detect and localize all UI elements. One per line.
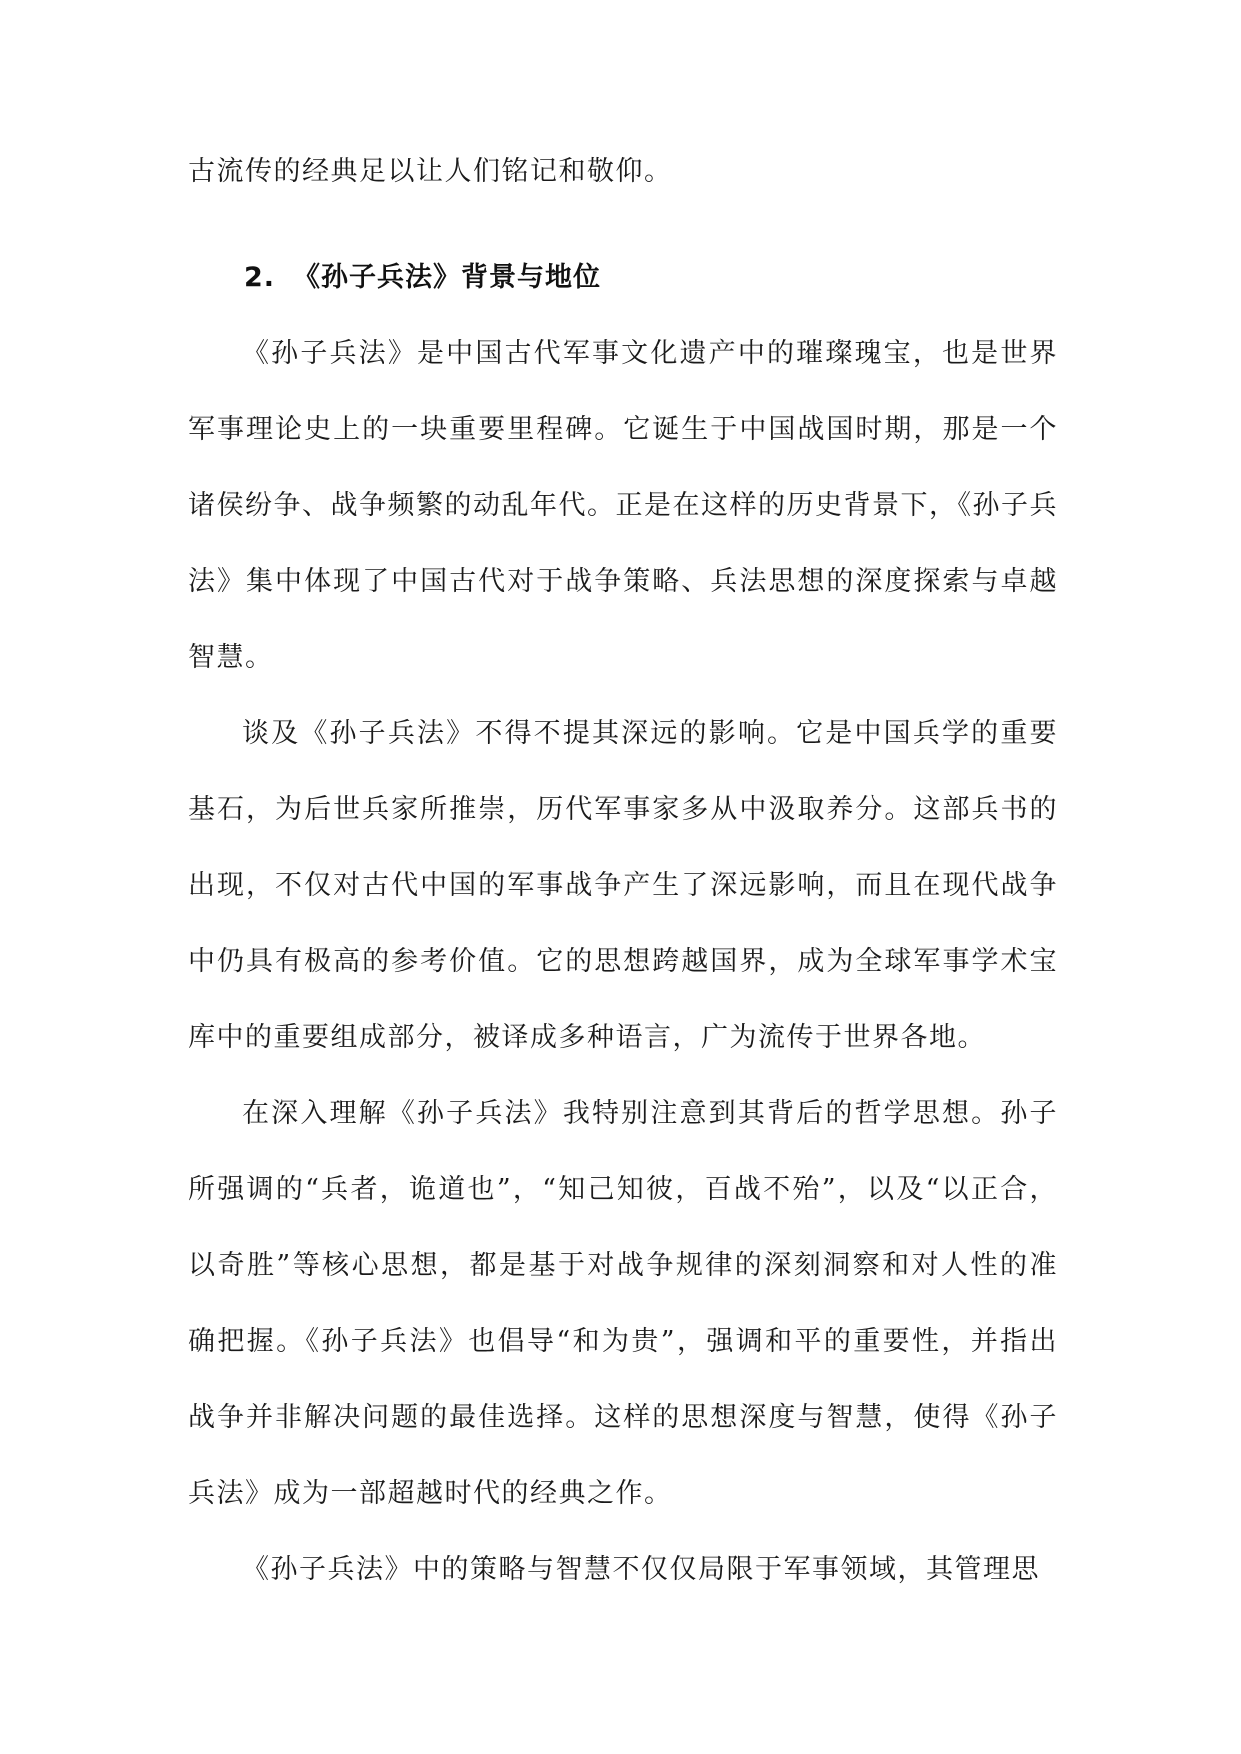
paragraph-strategy: 《孙子兵法》中的策略与智慧不仅仅局限于军事领域，其管理思	[242, 1554, 1040, 1585]
paragraph-background: 《孙子兵法》是中国古代军事文化遗产中的璀璨瑰宝，也是世界军事理论史上的一块重要里程碑。它诞生于中国战国时期，那是一个诸侯纷争、战争频繁的动乱年代。正是在这样的历史背景下，《孙子兵法》集中体现了中国古代对于战争策略、兵法思想的深度探索与卓越智慧。	[188, 338, 1058, 673]
section-title: 《孙子兵法》背景与地位	[293, 262, 602, 293]
section-body	[188, 316, 1058, 1608]
section-heading	[244, 240, 601, 316]
section-number: 2.	[244, 262, 276, 293]
paragraph-philosophy: 在深入理解《孙子兵法》我特别注意到其背后的哲学思想。孙子所强调的“兵者，诡道也”，“知己知彼，百战不殆”，以及“以正合，以奇胜”等核心思想，都是基于对战争规律的深刻洞察和对人性的准确把握。《孙子兵法》也倡导“和为贵”，强调和平的重要性，并指出战争并非解决问题的最佳选择。这样的思想深度与智慧，使得《孙子兵法》成为一部超越时代的经典之作。	[188, 1098, 1058, 1509]
continuation-paragraph: 古流传的经典足以让人们铭记和敬仰。	[188, 156, 673, 187]
paragraph-influence: 谈及《孙子兵法》不得不提其深远的影响。它是中国兵学的重要基石，为后世兵家所推崇，历代军事家多从中汲取养分。这部兵书的出现，不仅对古代中国的军事战争产生了深远影响，而且在现代战争中仍具有极高的参考价值。它的思想跨越国界，成为全球军事学术宝库中的重要组成部分，被译成多种语言，广为流传于世界各地。	[188, 718, 1058, 1053]
